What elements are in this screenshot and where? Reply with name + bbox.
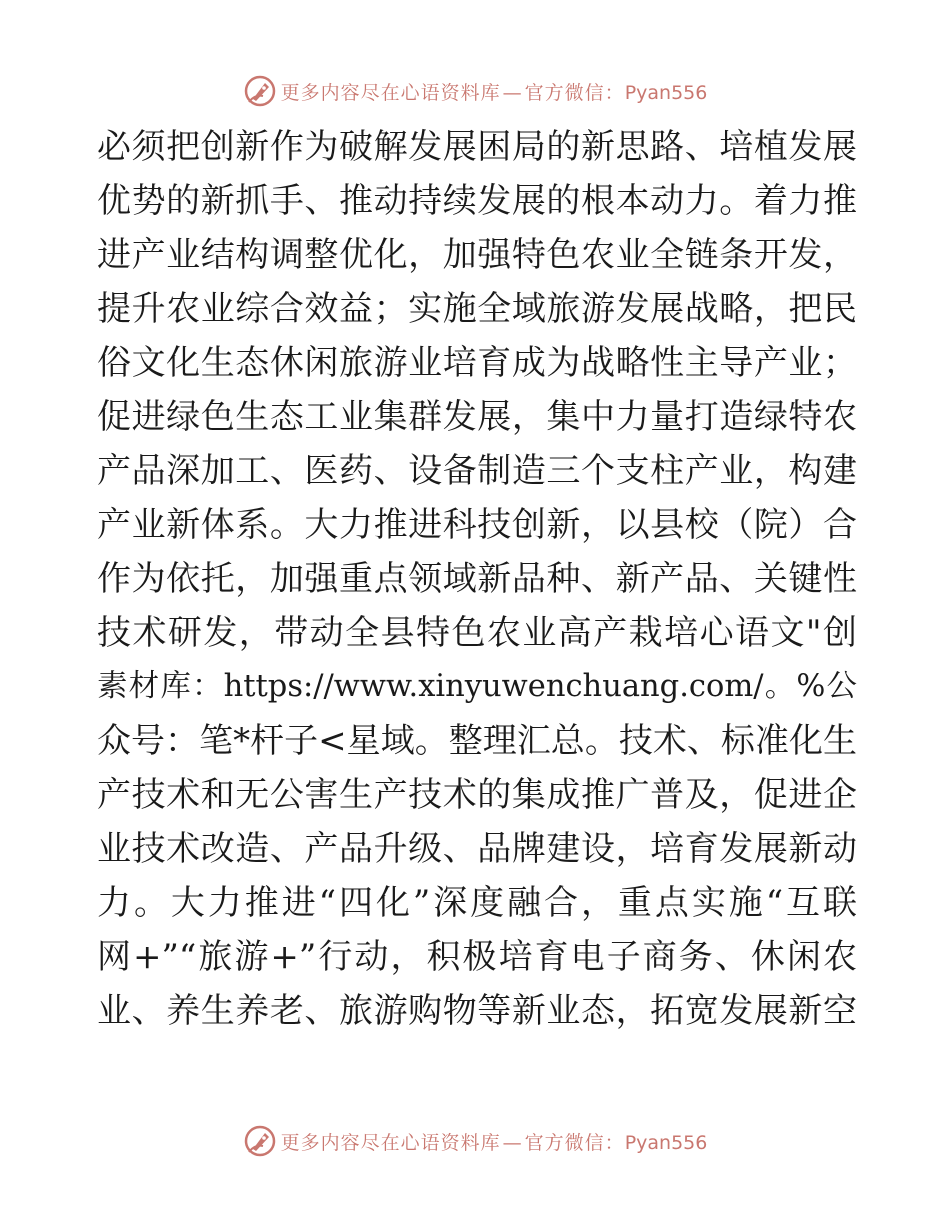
text-line: 优势的新抓手、推动持续发展的根本动力。着力推 (97, 181, 857, 221)
text-line: 促进绿色生态工业集群发展，集中力量打造绿特农 (97, 397, 857, 437)
body-text (97, 120, 857, 1038)
text-line: 产业新体系。大力推进科技创新，以县校（院）合 (97, 505, 857, 545)
footer-banner (0, 1121, 950, 1161)
text-line: 业、养生养老、旅游购物等新业态，拓宽发展新空 (97, 991, 857, 1031)
text-line: 进产业结构调整优化，加强特色农业全链条开发， (97, 235, 857, 275)
text-line-url: 素材库：https://www.xinyuwenchuang.com/。%公 (97, 669, 857, 704)
pen-nib-logo-icon (243, 1124, 277, 1158)
text-line: 产品深加工、医药、设备制造三个支柱产业，构建 (97, 451, 857, 491)
text-line: 提升农业综合效益；实施全域旅游发展战略，把民 (97, 289, 857, 329)
wechat-id: Pyan556 (624, 81, 708, 104)
text-line: 产技术和无公害生产技术的集成推广普及，促进企 (97, 775, 857, 815)
text-line: 俗文化生态休闲旅游业培育成为战略性主导产业； (97, 343, 857, 383)
text-line: 力。大力推进“四化”深度融合，重点实施“互联 (97, 883, 857, 923)
header-banner (0, 71, 950, 111)
text-line: 技术研发，带动全县特色农业高产栽培心语文"创 (97, 613, 857, 653)
pen-nib-logo-icon (243, 74, 277, 108)
text-line: 必须把创新作为破解发展困局的新思路、培植发展 (97, 127, 857, 167)
wechat-id: Pyan556 (624, 1131, 708, 1154)
text-line: 众号：笔*杆子<星域。整理汇总。技术、标准化生 (97, 721, 857, 761)
text-line: 作为依托，加强重点领域新品种、新产品、关键性 (97, 559, 857, 599)
footer-banner-text: 更多内容尽在心语资料库 — 官方微信：Pyan556 (280, 1131, 708, 1154)
text-line: 业技术改造、产品升级、品牌建设，培育发展新动 (97, 829, 857, 869)
text-line: 网+”“旅游+”行动，积极培育电子商务、休闲农 (97, 937, 857, 977)
header-banner-text: 更多内容尽在心语资料库 — 官方微信：Pyan556 (280, 81, 708, 104)
